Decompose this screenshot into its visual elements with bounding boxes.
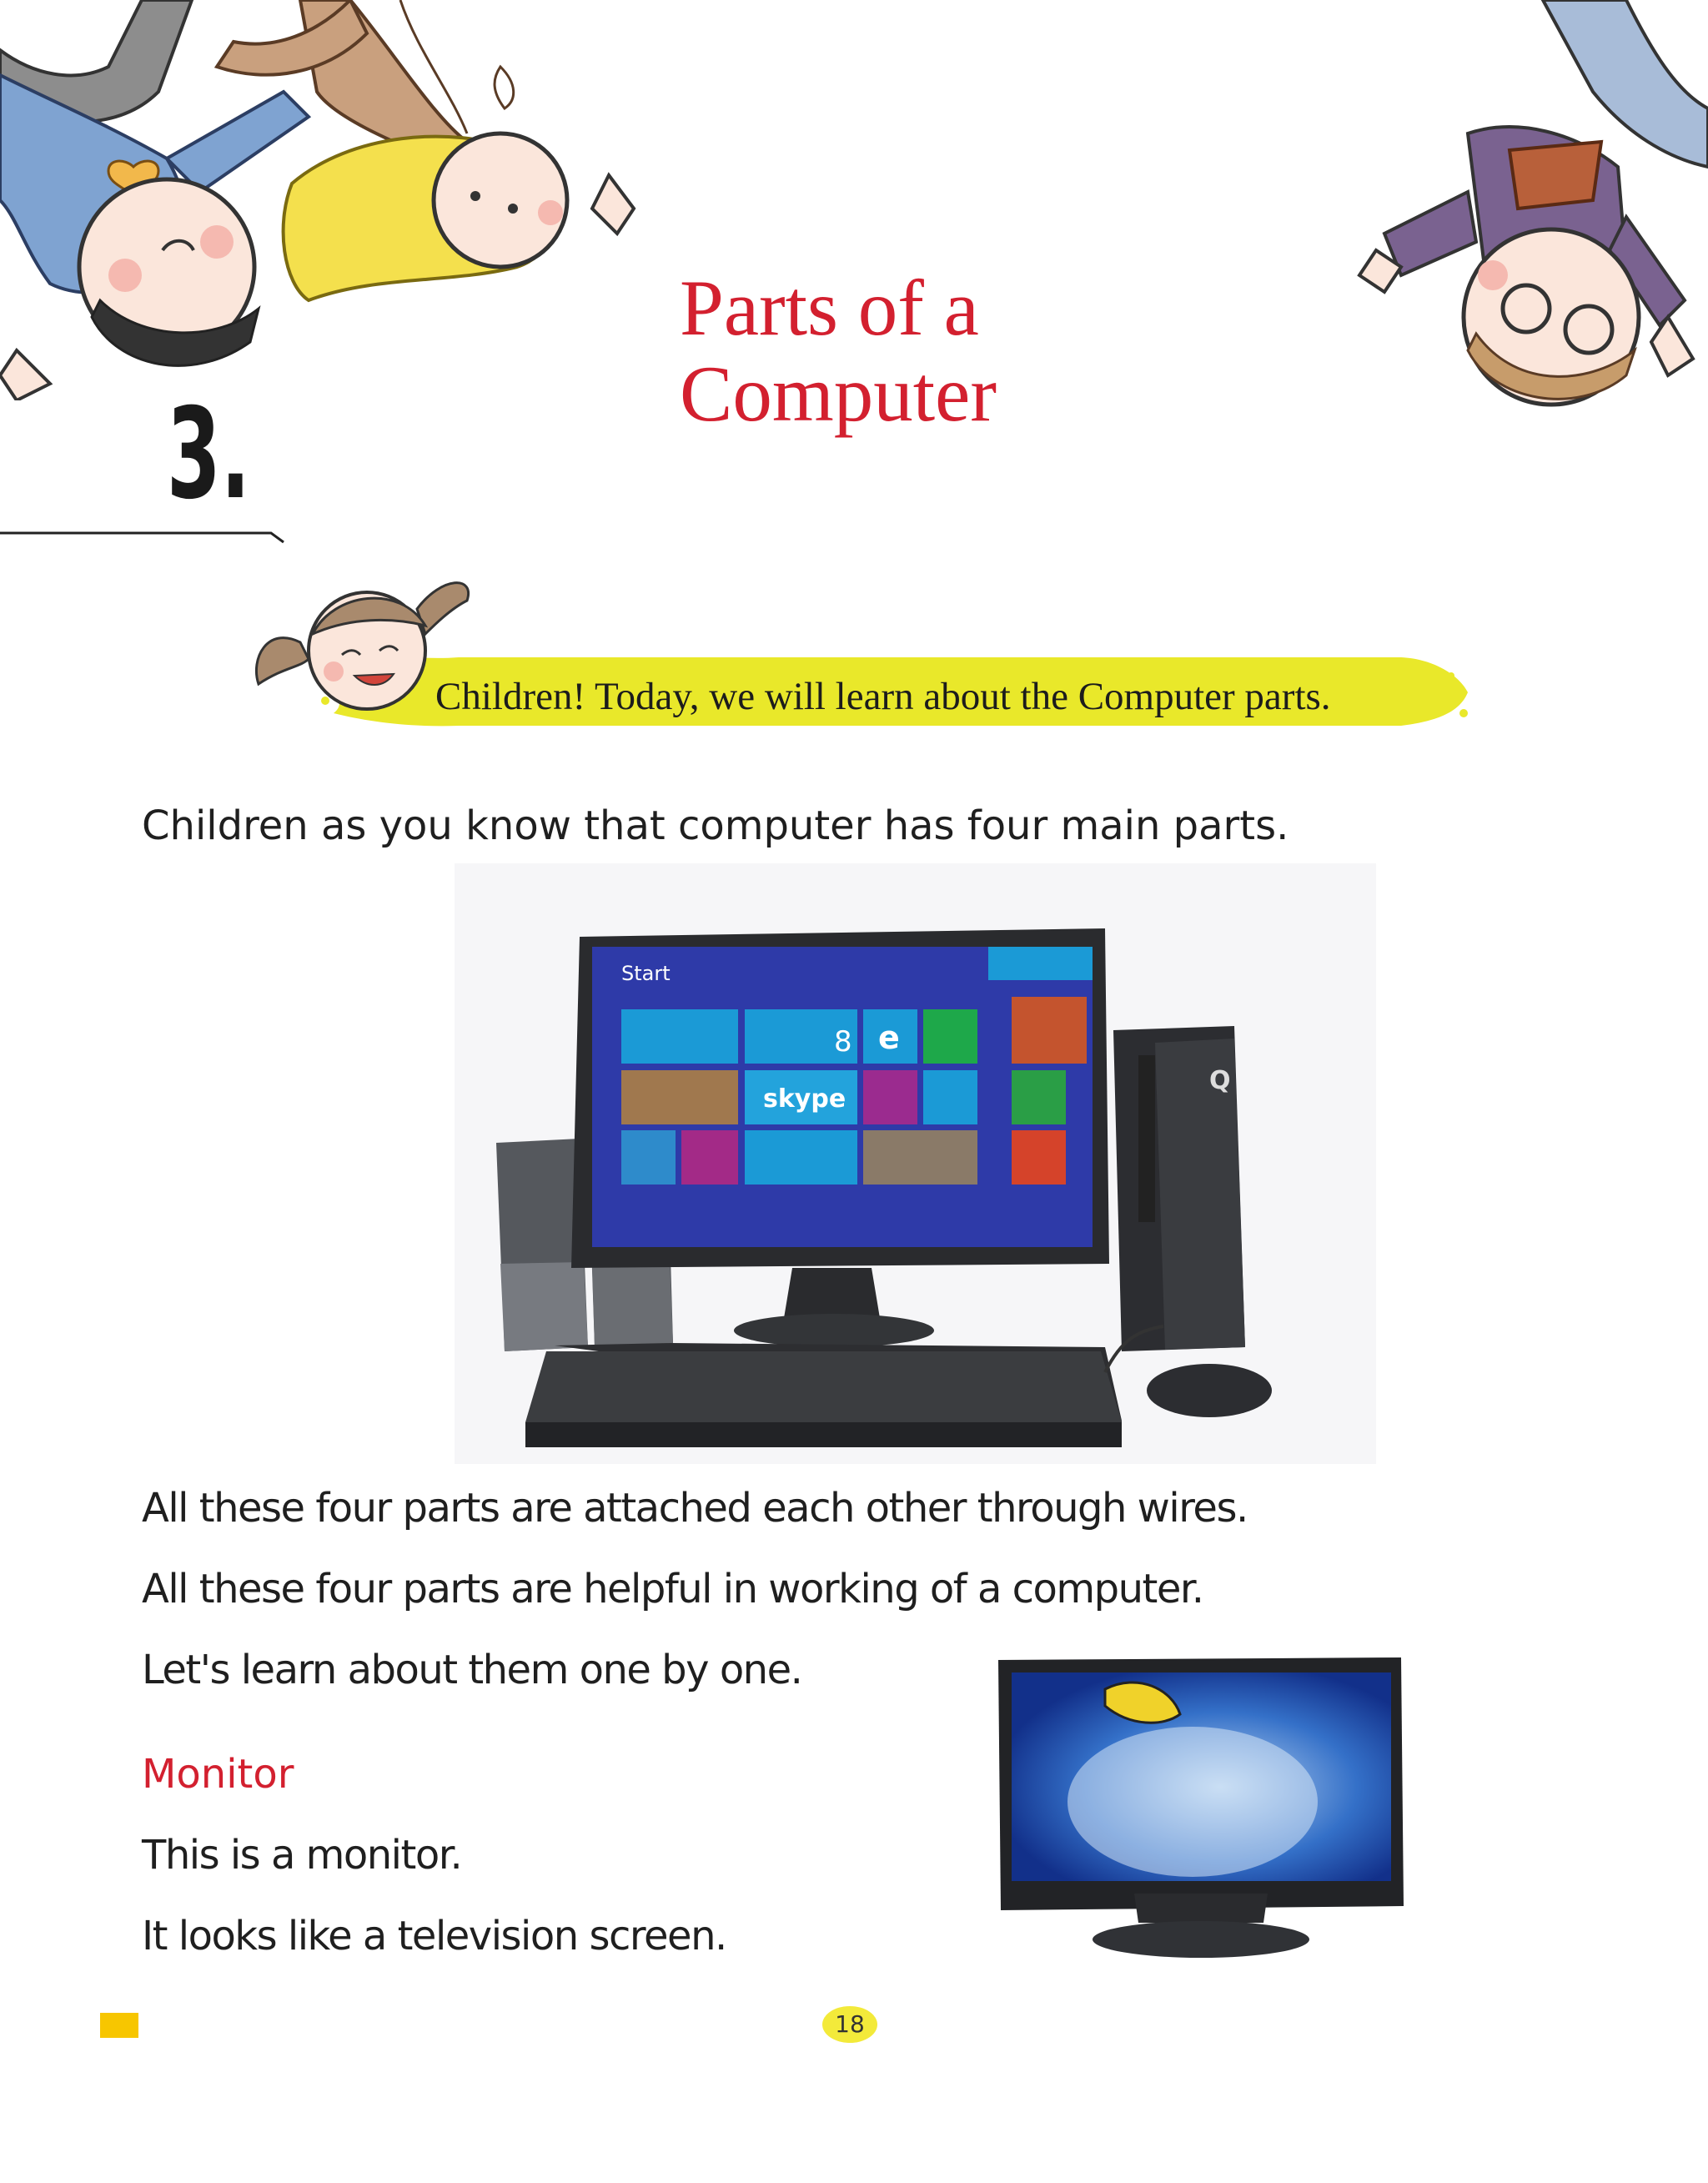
page-number: 18 [835,2010,865,2038]
desktop-computer-image [455,863,1376,1464]
chapter-title [680,265,1314,437]
banner-text: Children! Today, we will learn about the Computer parts. [435,675,1331,718]
chapter-title-line2: Computer [680,350,997,438]
paragraph-line-helpful: All these four parts are helpful in working of a computer. [142,1566,1203,1612]
monitor-heading: Monitor [142,1751,294,1798]
chapter-title-line1: Parts of a [680,264,979,352]
chapter-number: 3. [167,382,251,527]
tile-skype: skype [763,1084,846,1114]
svg-text:Q: Q [1209,1066,1231,1095]
tile-eight: 8 [834,1025,852,1059]
start-label: Start [621,962,671,985]
monitor-photo [997,1656,1405,1969]
kids-illustration-left [0,0,667,400]
cpu-tower-image [1113,1026,1245,1351]
tile-ie: e [878,1019,900,1056]
mouse-image [1147,1364,1272,1417]
footer-marker [100,2013,138,2038]
monitor-line1: This is a monitor. [142,1832,462,1879]
monitor-line2: It looks like a television screen. [142,1913,726,1959]
paragraph-line-learn: Let's learn about them one by one. [142,1647,802,1693]
intro-paragraph: Children as you know that computer has four main parts. [142,802,1289,849]
keyboard-image [525,1343,1122,1447]
paragraph-line-wires: All these four parts are attached each other through wires. [142,1485,1248,1532]
chapter-underline [0,531,288,544]
kid-illustration-right [1351,0,1708,434]
